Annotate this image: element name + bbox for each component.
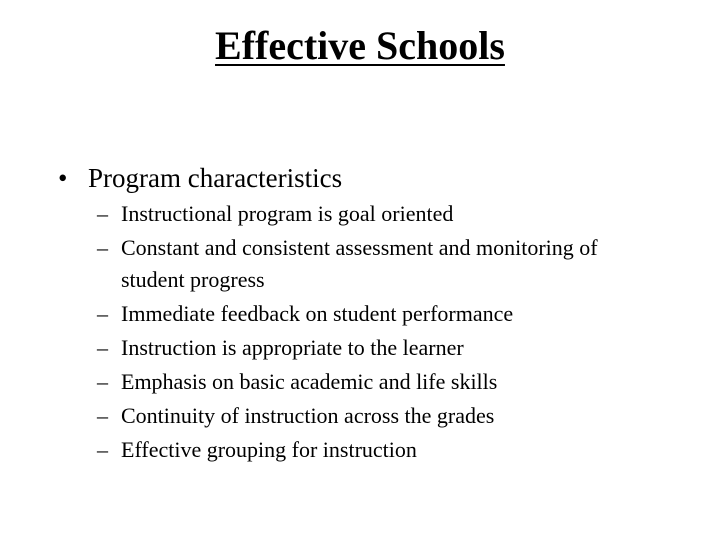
sub-bullet-text: Constant and consistent assessment and monitoring of student progress xyxy=(121,235,598,292)
bullet-text: Program characteristics xyxy=(88,163,343,193)
sub-bullet-item xyxy=(97,332,657,364)
sub-bullet-text: Instructional program is goal oriented xyxy=(121,201,454,226)
dash-marker: – xyxy=(97,436,108,462)
sub-bullet-item xyxy=(97,434,657,466)
bullet-marker: • xyxy=(58,163,68,193)
sub-bullet-text: Instruction is appropriate to the learner xyxy=(121,334,464,360)
sub-bullet-item xyxy=(97,232,657,295)
dash-marker: – xyxy=(97,235,108,260)
sub-bullet-text: Continuity of instruction across the grades xyxy=(121,402,495,428)
sub-bullet-text: Immediate feedback on student performance xyxy=(121,300,514,326)
dash-marker: – xyxy=(97,334,108,360)
sub-bullet-item xyxy=(97,198,657,230)
sub-bullet-item xyxy=(97,400,657,432)
dash-marker: – xyxy=(97,201,108,226)
dash-marker: – xyxy=(97,368,108,394)
bullet-item xyxy=(58,160,342,196)
sub-bullet-item xyxy=(97,298,657,330)
dash-marker: – xyxy=(97,300,108,326)
slide-title: Effective Schools xyxy=(215,23,505,68)
sub-bullet-item xyxy=(97,366,657,398)
sub-bullet-text: Emphasis on basic academic and life skills xyxy=(121,368,498,394)
sub-bullet-list xyxy=(97,198,657,468)
sub-bullet-text: Effective grouping for instruction xyxy=(121,436,417,462)
dash-marker: – xyxy=(97,402,108,428)
